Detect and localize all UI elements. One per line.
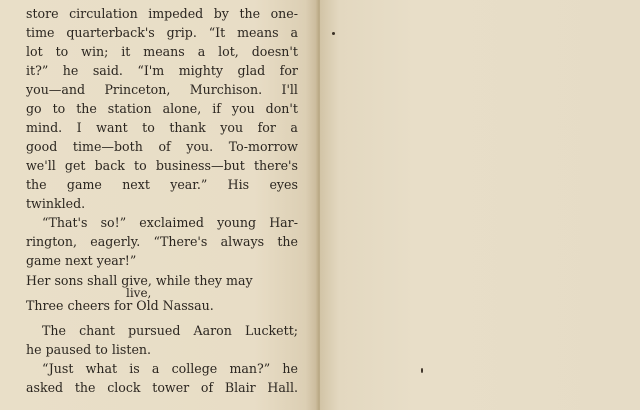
right-page-blank [320, 0, 640, 410]
text-line: game next year!” [26, 253, 137, 268]
text-line: rington, eagerly. “There's always the [26, 234, 298, 249]
verse-line-1-continuation: live, [126, 286, 152, 300]
verse-stanza [26, 273, 298, 313]
text-line: time quarterback's grip. “It means a [26, 25, 298, 40]
text-line: good time—both of you. To-morrow [26, 139, 298, 154]
text-line: lot to win; it means a lot, doesn't [26, 44, 298, 59]
text-line: The chant pursued Aaron Luckett; [42, 323, 298, 338]
text-line: “That's so!” exclaimed young Har- [42, 215, 298, 230]
paper-speck [332, 32, 335, 35]
text-line: it?” he said. “I'm mighty glad for [26, 63, 298, 78]
verse-line-1: Her sons shall give, while they may [26, 273, 253, 288]
text-line: we'll get back to business—but there's [26, 158, 298, 173]
text-line: he paused to listen. [26, 342, 152, 357]
paper-speck [421, 368, 423, 373]
text-line: twinkled. [26, 196, 86, 211]
text-line: go to the station alone, if you don't [26, 101, 298, 116]
verse-line-2: Three cheers for Old Nassau. [26, 298, 214, 313]
text-line: the game next year.” His eyes [26, 177, 298, 192]
left-page-text [26, 4, 298, 397]
text-line: you—and Princeton, Murchison. I'll [26, 82, 298, 97]
text-line: asked the clock tower of Blair Hall. [26, 380, 298, 395]
text-line: “Just what is a college man?” he [42, 361, 298, 376]
left-page [0, 0, 318, 410]
body-paragraphs [26, 4, 298, 270]
closing-paragraphs [26, 321, 298, 397]
text-line: mind. I want to thank you for a [26, 120, 298, 135]
text-line: store circulation impeded by the one- [26, 6, 298, 21]
